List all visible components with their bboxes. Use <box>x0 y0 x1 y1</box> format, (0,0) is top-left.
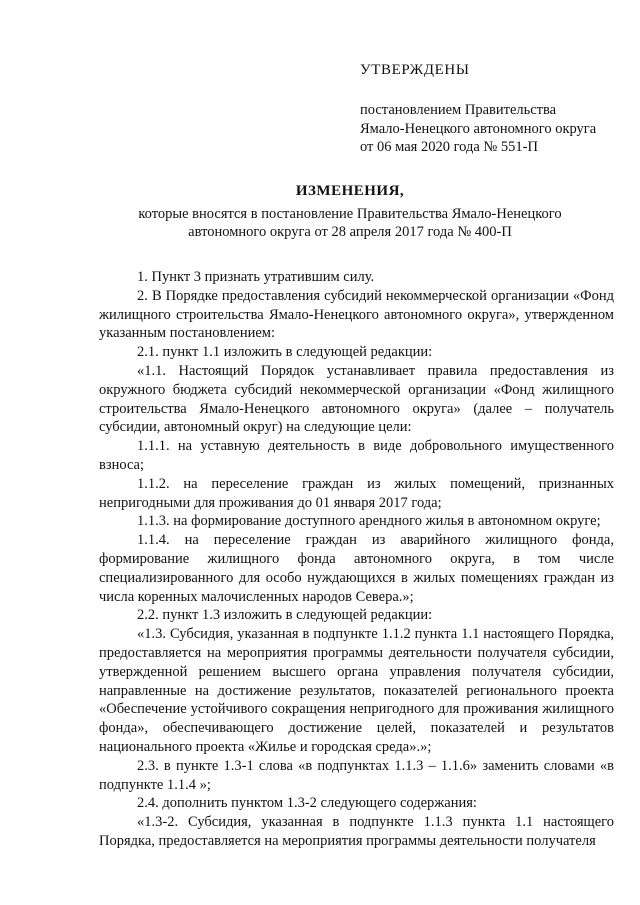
approval-title: УТВЕРЖДЕНЫ <box>360 62 470 78</box>
paragraph: 1.1.4. на переселение граждан из аварийного жилищного фонда, формирование жилищного фонда автономного округа, в том числе специализированного для особо нуждающихся в жилых помещениях граждан из числа коренных малочисленных народов Севера.»; <box>99 532 614 605</box>
paragraph: 2.2. пункт 1.3 изложить в следующей редакции: <box>137 607 433 624</box>
subtitle-line: автономного округа от 28 апреля 2017 года № 400-П <box>188 224 512 240</box>
paragraph: «1.1. Настоящий Порядок устанавливает правила предоставления из окружного бюджета субсидий некоммерческой организации «Фонд жилищного строительства Ямало-Ненецкого автономного округа» (далее – получатель субсидии, автономный округ) на следующие цели: <box>99 362 614 436</box>
paragraph: 1.1.2. на переселение граждан из жилых помещений, признанных непригодными для проживания до 01 января 2017 года; <box>99 475 614 511</box>
paragraph: 2.3. в пункте 1.3-1 слова «в подпунктах 1.1.3 – 1.1.6» заменить словами «в подпункте 1.1.4 »; <box>99 757 614 793</box>
paragraph: 1.1.1. на уставную деятельность в виде добровольного имущественного взноса; <box>99 438 614 473</box>
approval-line: Ямало-Ненецкого автономного округа <box>360 120 597 137</box>
paragraph: 2. В Порядке предоставления субсидий некоммерческой организации «Фонд жилищного строительства Ямало-Ненецкого автономного округа», утвержденном указанным постановлением: <box>99 287 614 342</box>
document-subtitle <box>0 205 640 241</box>
subtitle-line: которые вносятся в постановление Правительства Ямало-Ненецкого <box>138 206 562 222</box>
document-heading: ИЗМЕНЕНИЯ, <box>295 183 405 199</box>
approval-block <box>360 61 596 157</box>
paragraph: «1.3. Субсидия, указанная в подпункте 1.1.2 пункта 1.1 настоящего Порядка, предоставляется на мероприятия программы деятельности получателя субсидии, утвержденной решением высшего органа управления получателя субсидии, направленные на достижение результатов, показателей регионального проекта «Обеспечение устойчивого сокращения непригодного для проживания жилищного фонда», обеспечивающего достижение целей, показателей и результатов национального проекта «Жилье и городская среда».»; <box>99 626 614 755</box>
approval-lines <box>360 101 596 157</box>
paragraph: 1. Пункт 3 признать утратившим силу. <box>137 269 375 285</box>
paragraph: 1.1.3. на формирование доступного арендного жилья в автономном округе; <box>137 513 601 530</box>
document-body <box>99 268 614 851</box>
paragraph: 2.1. пункт 1.1 изложить в следующей редакции: <box>137 344 433 361</box>
paragraph: «1.3-2. Субсидия, указанная в подпункте 1.1.3 пункта 1.1 настоящего Порядка, предоставляется на мероприятия программы деятельности получателя <box>99 814 614 849</box>
approval-line: постановлением Правительства <box>360 102 557 118</box>
paragraph: 2.4. дополнить пунктом 1.3-2 следующего содержания: <box>137 795 477 812</box>
approval-line: от 06 мая 2020 года № 551-П <box>360 139 538 155</box>
